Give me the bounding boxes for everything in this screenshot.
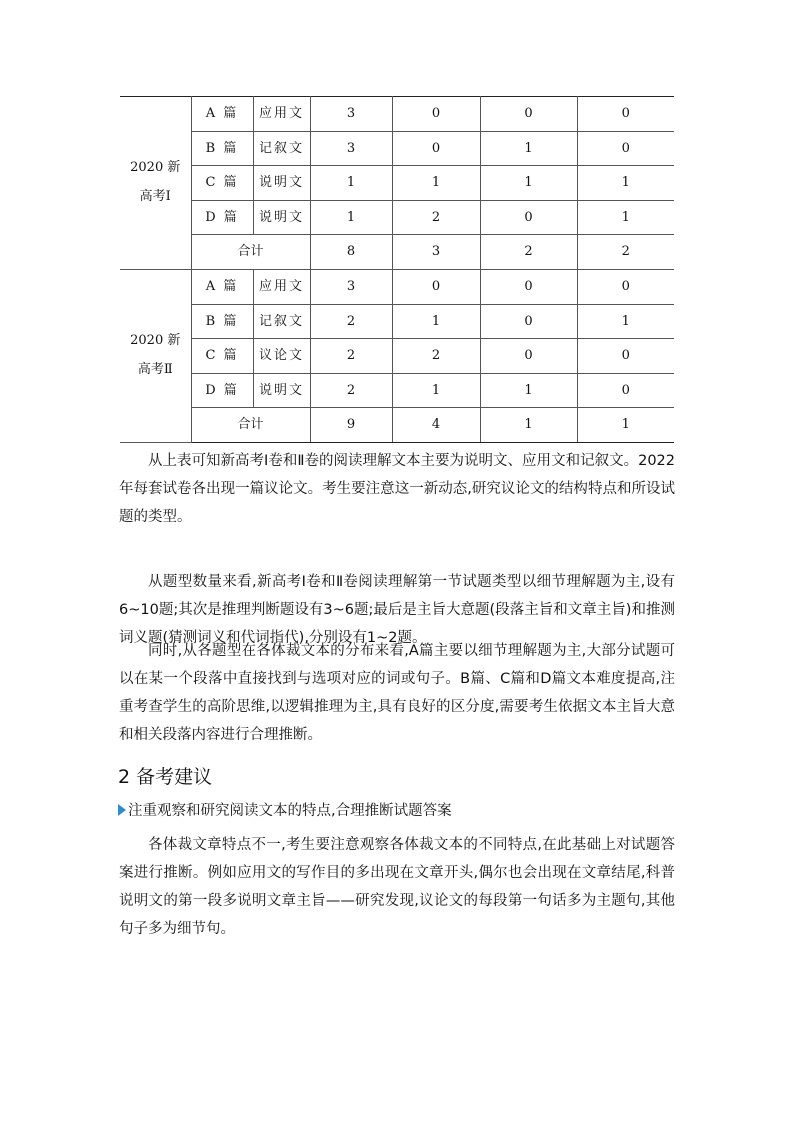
value-cell: 2: [310, 304, 392, 339]
genre-cell: 记叙文: [253, 304, 310, 339]
total-cell: 2: [480, 235, 577, 270]
genre-cell: 应用文: [253, 97, 310, 132]
value-cell: 1: [577, 304, 674, 339]
section-heading: 2 备考建议: [118, 766, 213, 788]
total-row: [120, 235, 674, 270]
value-cell: 1: [392, 304, 480, 339]
passage-cell: A 篇: [191, 269, 253, 304]
value-cell: 0: [480, 269, 577, 304]
value-cell: 0: [480, 304, 577, 339]
group-label: [120, 269, 191, 442]
value-cell: 0: [392, 97, 480, 132]
genre-cell: 说明文: [253, 200, 310, 235]
passage-cell: D 篇: [191, 373, 253, 408]
value-cell: 2: [310, 339, 392, 374]
total-cell: 1: [480, 408, 577, 443]
value-cell: 2: [310, 373, 392, 408]
table-row: [120, 200, 674, 235]
total-cell: 9: [310, 408, 392, 443]
genre-cell: 说明文: [253, 166, 310, 201]
table-row: [120, 339, 674, 374]
value-cell: 0: [480, 200, 577, 235]
group-label-line: 2020 新: [130, 333, 181, 349]
value-cell: 1: [480, 166, 577, 201]
total-label: 合计: [191, 408, 310, 443]
paragraph-summary: 从上表可知新高考Ⅰ卷和Ⅱ卷的阅读理解文本主要为说明文、应用文和记叙文。2022年每套试卷各出现一篇议论文。考生要注意这一新动态,研究议论文的结构特点和所设试题的类型。: [119, 453, 675, 525]
total-cell: 2: [577, 235, 674, 270]
genre-cell: 说明文: [253, 373, 310, 408]
total-cell: 3: [392, 235, 480, 270]
passage-cell: A 篇: [191, 97, 253, 132]
value-cell: 0: [577, 97, 674, 132]
value-cell: 2: [392, 200, 480, 235]
passage-cell: C 篇: [191, 339, 253, 374]
value-cell: 1: [310, 200, 392, 235]
genre-cell: 议论文: [253, 339, 310, 374]
value-cell: 1: [480, 373, 577, 408]
total-row: [120, 408, 674, 443]
subheading-text: 注重观察和研究阅读文本的特点,合理推断试题答案: [128, 803, 452, 819]
value-cell: 1: [577, 200, 674, 235]
table-row: [120, 97, 674, 132]
value-cell: 0: [577, 373, 674, 408]
passage-cell: B 篇: [191, 131, 253, 166]
value-cell: 3: [310, 269, 392, 304]
value-cell: 1: [392, 166, 480, 201]
genre-cell: 记叙文: [253, 131, 310, 166]
passage-cell: C 篇: [191, 166, 253, 201]
table-row: [120, 373, 674, 408]
value-cell: 1: [577, 166, 674, 201]
value-cell: 0: [480, 339, 577, 374]
table-row: [120, 131, 674, 166]
total-cell: 4: [392, 408, 480, 443]
table-row: [120, 166, 674, 201]
passage-cell: B 篇: [191, 304, 253, 339]
table-row: [120, 269, 674, 304]
value-cell: 0: [392, 269, 480, 304]
passage-cell: D 篇: [191, 200, 253, 235]
paragraph-question-types: 从题型数量来看,新高考Ⅰ卷和Ⅱ卷阅读理解第一节试题类型以细节理解题为主,设有6~10题;其次是推理判断题设有3~6题;最后是主旨大意题(段落主旨和文章主旨)和推测词义题(猜测词义和代词指代),分别设有1~2题。: [119, 574, 675, 646]
value-cell: 0: [577, 339, 674, 374]
value-cell: 1: [480, 131, 577, 166]
value-cell: 3: [310, 97, 392, 132]
group-label-line: 高考Ⅰ: [139, 188, 171, 204]
value-cell: 1: [310, 166, 392, 201]
value-cell: 0: [480, 97, 577, 132]
value-cell: 1: [392, 373, 480, 408]
value-cell: 0: [577, 131, 674, 166]
genre-cell: 应用文: [253, 269, 310, 304]
value-cell: 2: [392, 339, 480, 374]
triangle-marker-icon: [118, 804, 126, 816]
total-cell: 8: [310, 235, 392, 270]
group-label-line: 高考Ⅱ: [137, 361, 173, 377]
group-label-line: 2020 新: [130, 160, 181, 176]
reading-analysis-table: [120, 96, 674, 443]
paragraph-advice: 各体裁文章特点不一,考生要注意观察各体裁文本的不同特点,在此基础上对试题答案进行推断。例如应用文的写作目的多出现在文章开头,偶尔也会出现在文章结尾,科普说明文的第一段多说明文章主旨——研究发现,议论文的每段第一句话多为主题句,其他句子多为细节句。: [119, 837, 675, 937]
value-cell: 0: [577, 269, 674, 304]
group-label: [120, 97, 191, 270]
value-cell: 3: [310, 131, 392, 166]
value-cell: 0: [392, 131, 480, 166]
table-row: [120, 304, 674, 339]
total-label: 合计: [191, 235, 310, 270]
total-cell: 1: [577, 408, 674, 443]
subheading: [118, 800, 452, 822]
paragraph-distribution: 同时,从各题型在各体裁文本的分布来看,A篇主要以细节理解题为主,大部分试题可以在某一个段落中直接找到与选项对应的词或句子。B篇、C篇和D篇文本难度提高,注重考查学生的高阶思维,以逻辑推理为主,具有良好的区分度,需要考生依据文本主旨大意和相关段落内容进行合理推断。: [119, 643, 675, 743]
